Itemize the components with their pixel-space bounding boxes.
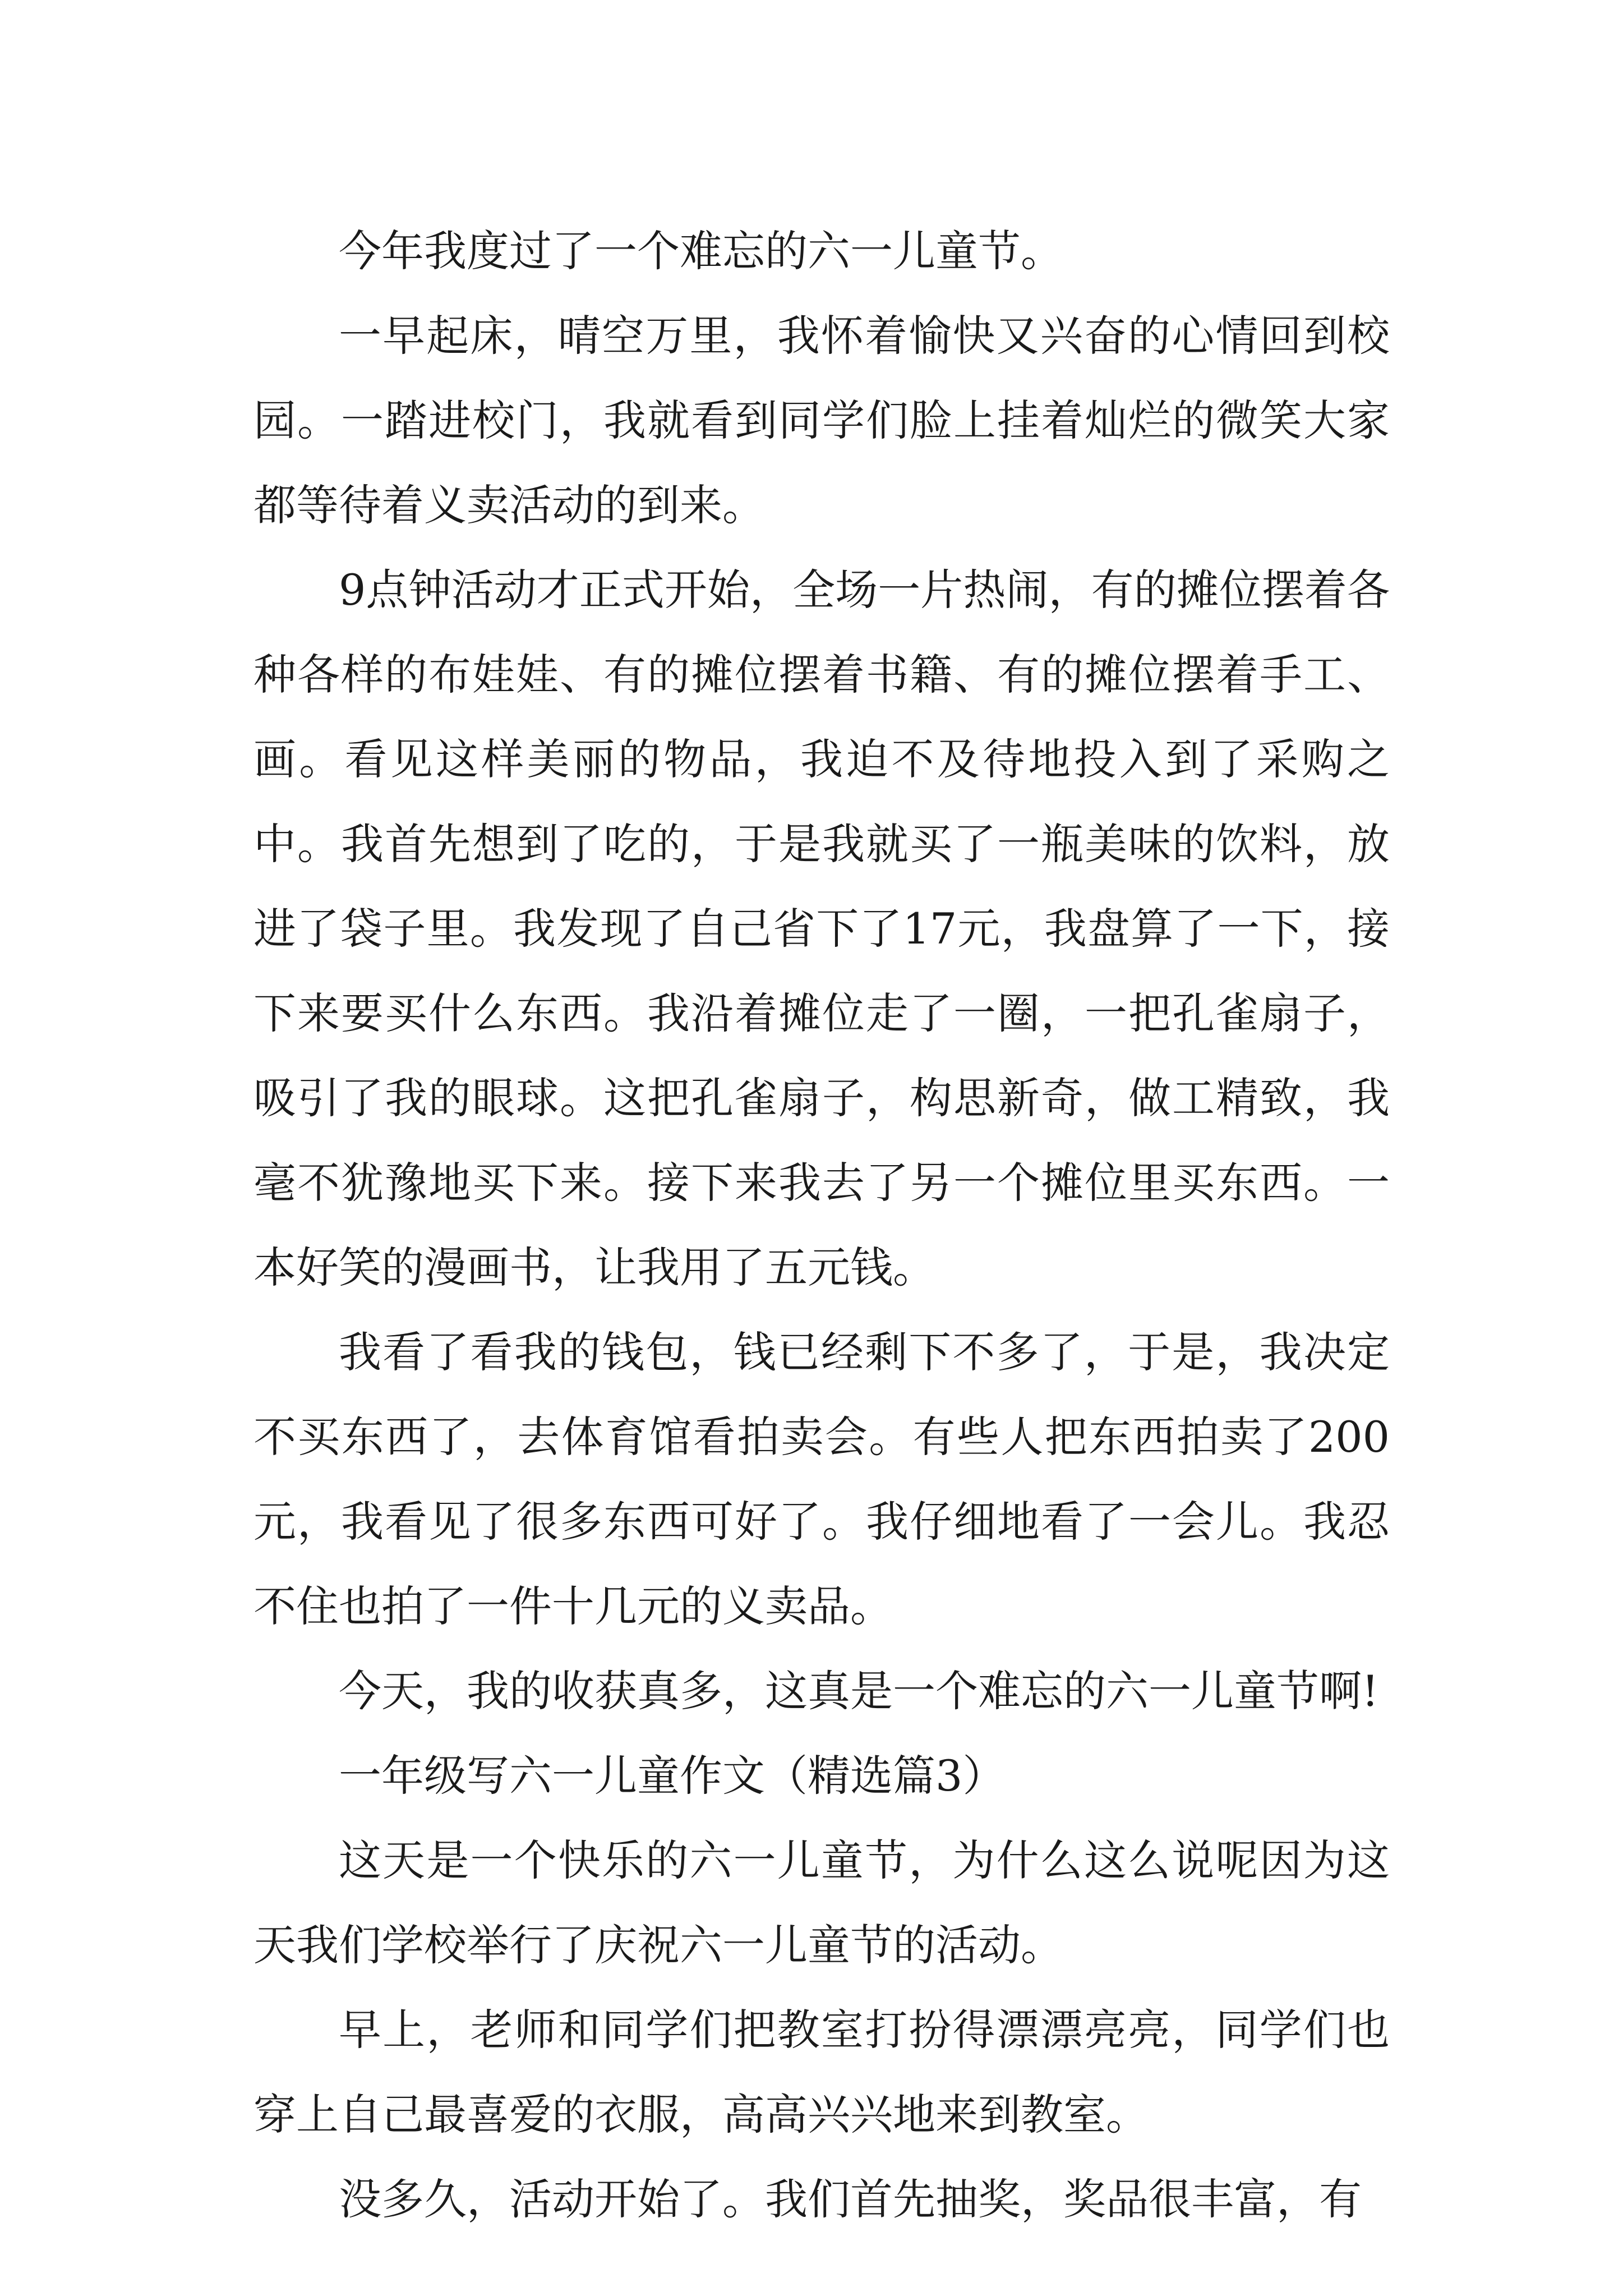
- paragraph-auction: 我看了看我的钱包，钱已经剩下不多了，于是，我决定不买东西了，去体育馆看拍卖会。有些人把东西拍卖了200元，我看见了很多东西可好了。我仔细地看了一会儿。我忍不住也拍了一件十几元的义卖品。: [253, 1327, 1390, 1631]
- section-heading: 一年级写六一儿童作文（精选篇3）: [339, 1751, 1006, 1801]
- paragraph-happy-day: 这天是一个快乐的六一儿童节，为什么这么说呢因为这天我们学校举行了庆祝六一儿童节的活动。: [253, 1835, 1390, 1970]
- document-body: [253, 209, 1390, 2242]
- paragraph-lottery: 没多久，活动开始了。我们首先抽奖，奖品很丰富，有: [339, 2174, 1362, 2224]
- paragraph-classroom: 早上，老师和同学们把教室打扮得漂漂亮亮，同学们也穿上自己最喜爱的衣服，高高兴兴地来到教室。: [253, 2005, 1390, 2139]
- paragraph-morning: 一早起床，晴空万里，我怀着愉快又兴奋的心情回到校园。一踏进校门，我就看到同学们脸上挂着灿烂的微笑大家都等待着义卖活动的到来。: [253, 311, 1390, 530]
- paragraph-intro: 今年我度过了一个难忘的六一儿童节。: [339, 226, 1063, 276]
- paragraph-conclusion: 今天，我的收获真多，这真是一个难忘的六一儿童节啊!: [339, 1666, 1379, 1716]
- paragraph-charity-sale: 9点钟活动才正式开始，全场一片热闹，有的摊位摆着各种各样的布娃娃、有的摊位摆着书籍、有的摊位摆着手工、画。看见这样美丽的物品，我迫不及待地投入到了采购之中。我首先想到了吃的，于是我就买了一瓶美味的饮料，放进了袋子里。我发现了自己省下了17元，我盘算了一下，接下来要买什么东西。我沿着摊位走了一圈，一把孔雀扇子，吸引了我的眼球。这把孔雀扇子，构思新奇，做工精致，我毫不犹豫地买下来。接下来我去了另一个摊位里买东西。一本好笑的漫画书，让我用了五元钱。: [253, 565, 1390, 1292]
